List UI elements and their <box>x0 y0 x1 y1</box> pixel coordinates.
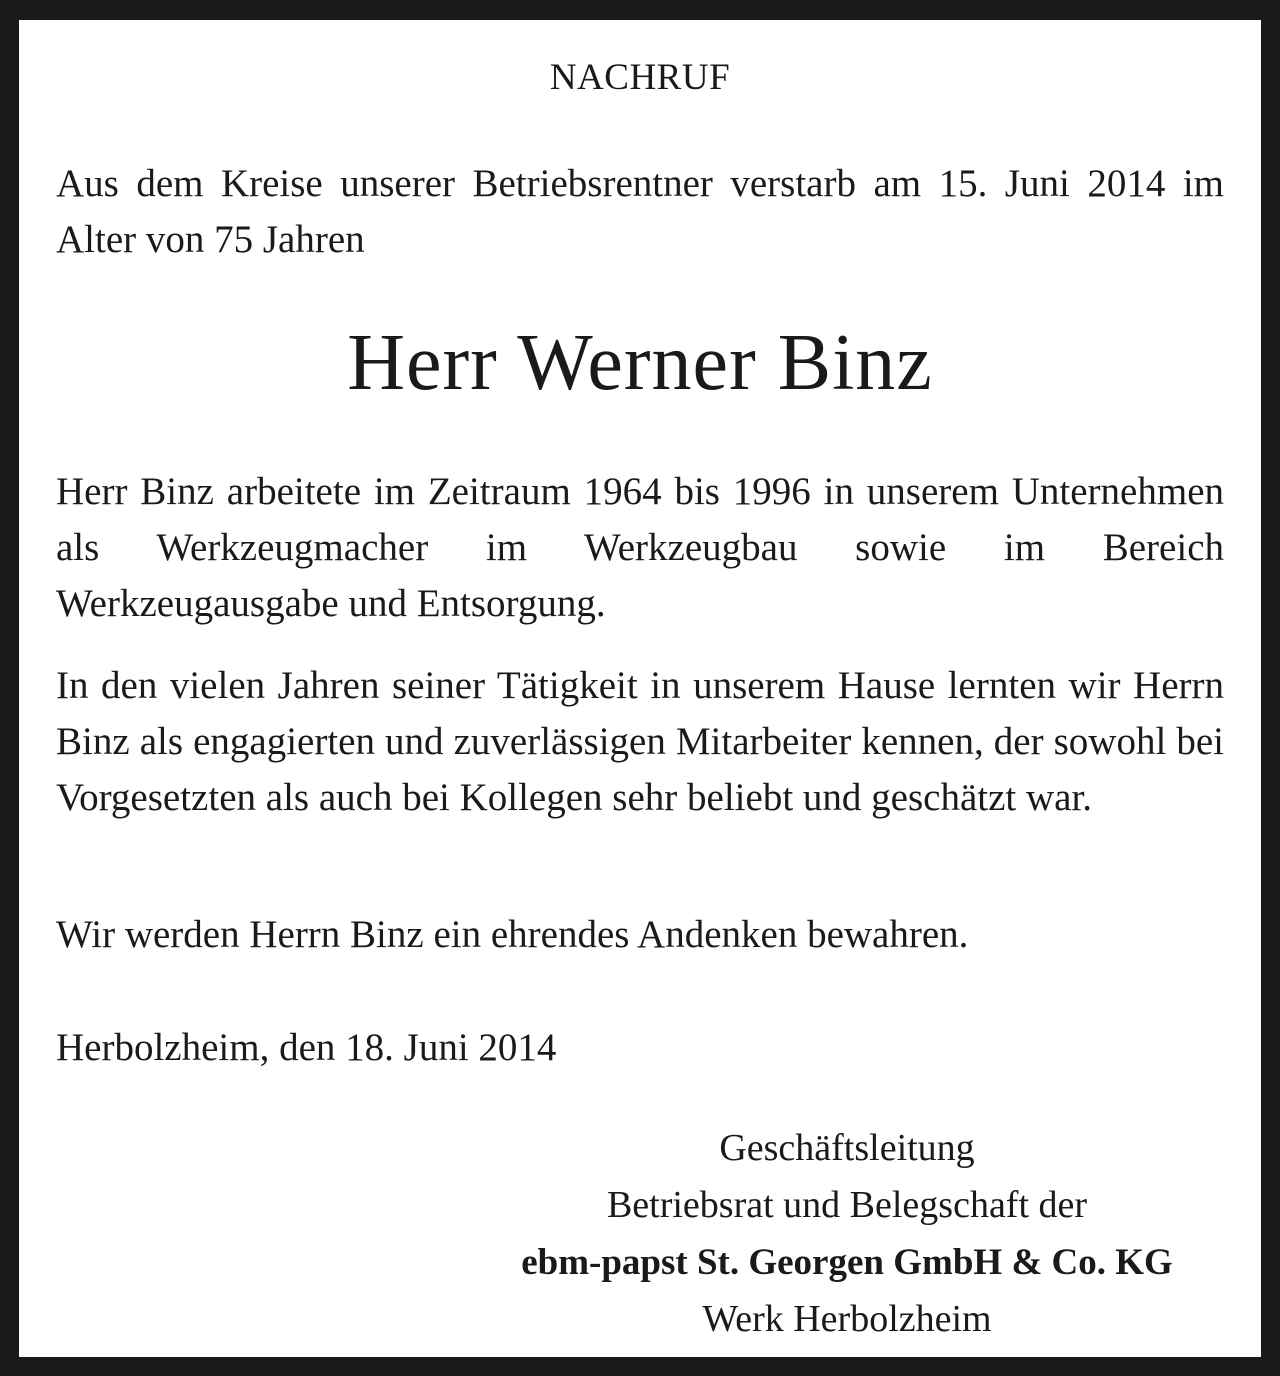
tribute-paragraph: In den vielen Jahren seiner Tätigkeit in unserem Hause lernten wir Herrn Binz als engagierten und zuverlässigen Mitarbeiter kennen, der sowohl bei Vorgesetzten als auch bei Kollegen sehr beliebt und geschätzt war. <box>56 664 1224 819</box>
signature-staff: Betriebsrat und Belegschaft der <box>606 1184 1088 1226</box>
signature-company: ebm-papst St. Georgen GmbH & Co. KG <box>521 1242 1173 1283</box>
signature-block <box>419 1120 1275 1348</box>
signature-site: Werk Herbolzheim <box>702 1298 992 1340</box>
career-paragraph: Herr Binz arbeitete im Zeitraum 1964 bis 1996 in unserem Unternehmen als Werkzeugmacher im Werkzeugbau sowie im Bereich Werkzeugausgabe und Entsorgung. <box>56 470 1224 625</box>
notice-heading: NACHRUF <box>549 57 731 98</box>
signature-management: Geschäftsleitung <box>719 1127 975 1169</box>
intro-text: Aus dem Kreise unserer Betriebsrentner verstarb am 15. Juni 2014 im Alter von 75 Jahren <box>56 162 1224 261</box>
place-date: Herbolzheim, den 18. Juni 2014 <box>56 1026 557 1069</box>
remembrance-paragraph: Wir werden Herrn Binz ein ehrendes Andenken bewahren. <box>56 913 969 956</box>
deceased-name: Herr Werner Binz <box>347 319 933 407</box>
